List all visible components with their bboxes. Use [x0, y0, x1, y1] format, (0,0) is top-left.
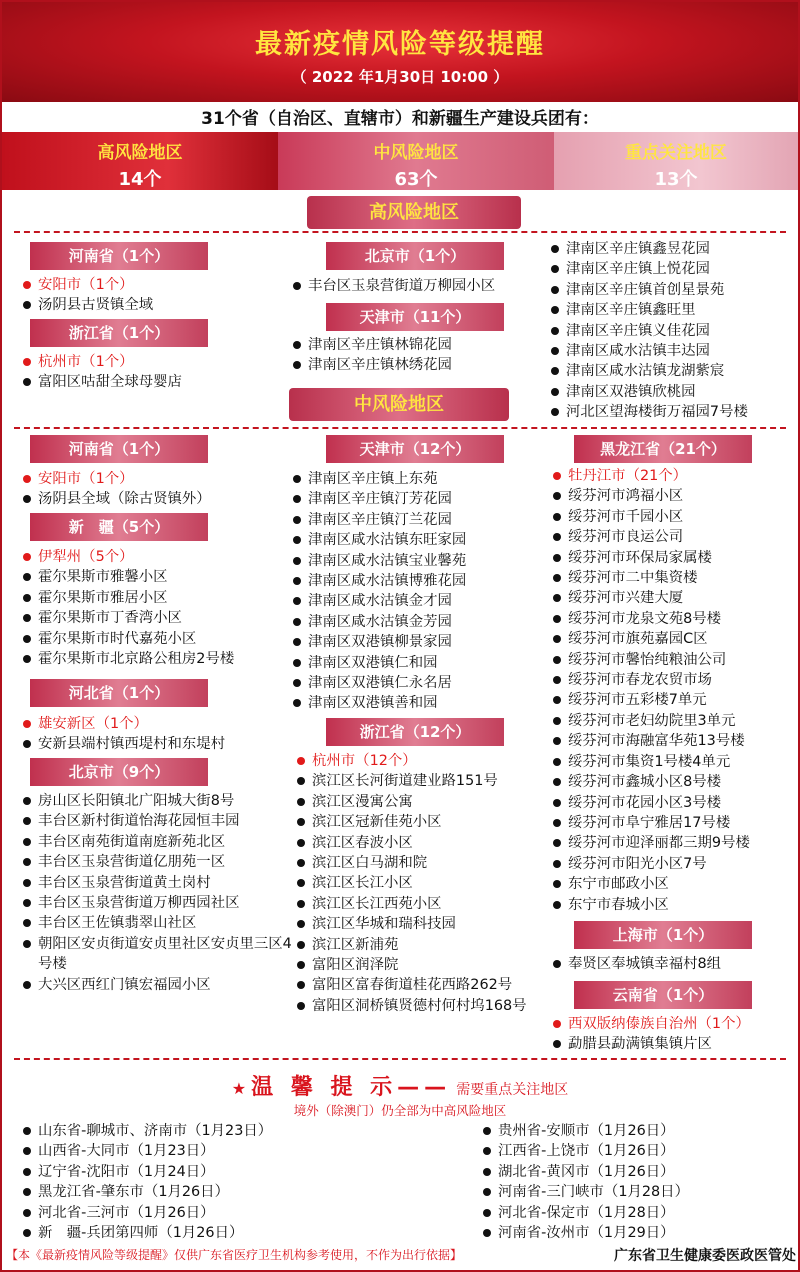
- medium-risk-band: 中风险地区: [289, 388, 509, 421]
- list-item: 绥芬河市兴建大厦: [550, 588, 798, 608]
- medium-shanghai-list: [550, 954, 798, 974]
- list-item: 伊犁州（5个）: [20, 547, 292, 567]
- high-henan-list: [20, 275, 290, 316]
- list-item: 绥芬河市二中集资楼: [550, 568, 798, 588]
- tips-subtitle: 需要重点关注地区: [456, 1082, 569, 1098]
- medium-heilongjiang-pill: 黑龙江省（21个）: [574, 435, 752, 463]
- list-item: 滨江区长江小区: [294, 873, 552, 893]
- list-item: 河南省-三门峡市（1月28日）: [480, 1182, 796, 1202]
- high-tianjin-list: [290, 335, 550, 376]
- list-item: 绥芬河市阜宁雅居17号楼: [550, 813, 798, 833]
- list-item: 津南区咸水沽镇丰达园: [548, 341, 798, 361]
- list-item: 河南省-汝州市（1月29日）: [480, 1223, 796, 1243]
- medium-beijing-pill: 北京市（9个）: [30, 758, 208, 786]
- list-item: 津南区咸水沽镇金芳园: [290, 612, 552, 632]
- list-item: 河北省-三河市（1月26日）: [20, 1203, 460, 1223]
- summary-heading: 31个省（自治区、直辖市）和新疆生产建设兵团有：: [201, 109, 599, 129]
- medium-zhejiang-list: [294, 751, 552, 1016]
- list-item: 绥芬河市春龙农贸市场: [550, 670, 798, 690]
- tips-left-list: [20, 1121, 460, 1243]
- stat-count: 13个: [654, 169, 698, 190]
- list-item: 绥芬河市花园小区3号楼: [550, 793, 798, 813]
- tips-heading: [2, 1070, 798, 1101]
- high-tianjin-list-cont: [548, 239, 798, 423]
- list-item: 朝阳区安贞街道安贞里社区安贞里三区4号楼: [20, 934, 292, 975]
- list-item: 杭州市（1个）: [20, 352, 290, 372]
- list-item: 津南区咸水沽镇博雅花园: [290, 571, 552, 591]
- list-item: 湖北省-黄冈市（1月26日）: [480, 1162, 796, 1182]
- list-item: 大兴区西红门镇宏福园小区: [20, 975, 292, 995]
- page-title: 最新疫情风险等级提醒: [255, 29, 545, 60]
- list-item: 津南区辛庄镇首创星景苑: [548, 280, 798, 300]
- star-icon: ★: [231, 1079, 247, 1098]
- list-item: 富阳区洞桥镇贤德村何村坞168号: [294, 996, 552, 1016]
- list-item: 滨江区漫寓公寓: [294, 792, 552, 812]
- list-item: 房山区长阳镇北广阳城大街8号: [20, 791, 292, 811]
- list-item: 安阳市（1个）: [20, 469, 292, 489]
- list-item: 绥芬河市千园小区: [550, 507, 798, 527]
- list-item: 津南区辛庄镇鑫旺里: [548, 300, 798, 320]
- list-item: 绥芬河市集资1号楼4单元: [550, 752, 798, 772]
- list-item: 津南区双港镇仁永名居: [290, 673, 552, 693]
- list-item: 黑龙江省-肇东市（1月26日）: [20, 1182, 460, 1202]
- medium-henan-pill: 河南省（1个）: [30, 435, 208, 463]
- medium-hebei-pill: 河北省（1个）: [30, 679, 208, 707]
- high-henan-pill: 河南省（1个）: [30, 242, 208, 270]
- medium-yunnan-pill: 云南省（1个）: [574, 981, 752, 1009]
- list-item: 绥芬河市旗苑嘉园C区: [550, 629, 798, 649]
- list-item: 杭州市（12个）: [294, 751, 552, 771]
- list-item: 丰台区玉泉营街道万柳园小区: [290, 276, 550, 296]
- high-zhejiang-pill: 浙江省（1个）: [30, 319, 208, 347]
- list-item: 津南区咸水沽镇龙湖紫宸: [548, 361, 798, 381]
- list-item: 绥芬河市鑫城小区8号楼: [550, 772, 798, 792]
- list-item: 山西省-大同市（1月23日）: [20, 1141, 460, 1161]
- medium-shanghai-pill: 上海市（1个）: [574, 921, 752, 949]
- stat-label: 重点关注地区: [625, 143, 727, 163]
- list-item: 霍尔果斯市丁香湾小区: [20, 608, 292, 628]
- list-item: 滨江区长江西苑小区: [294, 894, 552, 914]
- list-item: 河北省-保定市（1月28日）: [480, 1203, 796, 1223]
- medium-yunnan-list: [550, 1014, 798, 1055]
- list-item: 滨江区冠新佳苑小区: [294, 812, 552, 832]
- list-item: 津南区辛庄镇汀兰花园: [290, 510, 552, 530]
- medium-heilongjiang-list: [550, 466, 798, 915]
- list-item: 津南区双港镇欣桃园: [548, 382, 798, 402]
- list-item: 牡丹江市（21个）: [550, 466, 798, 486]
- list-item: 富阳区润泽院: [294, 955, 552, 975]
- list-item: 丰台区玉泉营街道黄土岗村: [20, 873, 292, 893]
- list-item: 绥芬河市良运公司: [550, 527, 798, 547]
- list-item: 绥芬河市迎泽丽都三期9号楼: [550, 833, 798, 853]
- list-item: 津南区双港镇仁和园: [290, 653, 552, 673]
- list-item: 绥芬河市老妇幼院里3单元: [550, 711, 798, 731]
- list-item: 奉贤区奉城镇幸福村8组: [550, 954, 798, 974]
- high-beijing-list: [290, 276, 550, 296]
- tips-divider: [14, 1058, 786, 1060]
- list-item: 津南区咸水沽镇金才园: [290, 591, 552, 611]
- list-item: 滨江区白马湖和院: [294, 853, 552, 873]
- footer-organization: 广东省卫生健康委医政医管处: [614, 1248, 796, 1264]
- list-item: 滨江区长河街道建业路151号: [294, 771, 552, 791]
- list-item: 汤阴县全域（除古贤镇外）: [20, 489, 292, 509]
- high-zhejiang-list: [20, 352, 290, 393]
- list-item: 安新县端村镇西堤村和东堤村: [20, 734, 292, 754]
- list-item: 霍尔果斯市时代嘉苑小区: [20, 629, 292, 649]
- list-item: 津南区辛庄镇汀芳花园: [290, 489, 552, 509]
- tips-title: 温 馨 提 示——: [251, 1075, 452, 1100]
- stat-key-attention: [554, 132, 798, 190]
- list-item: 绥芬河市五彩楼7单元: [550, 690, 798, 710]
- list-item: 绥芬河市阳光小区7号: [550, 854, 798, 874]
- medium-tianjin-pill: 天津市（12个）: [326, 435, 504, 463]
- list-item: 辽宁省-沈阳市（1月24日）: [20, 1162, 460, 1182]
- list-item: 雄安新区（1个）: [20, 714, 292, 734]
- list-item: 霍尔果斯市雅馨小区: [20, 567, 292, 587]
- list-item: 滨江区新浦苑: [294, 935, 552, 955]
- list-item: 津南区双港镇善和园: [290, 693, 552, 713]
- list-item: 霍尔果斯市雅居小区: [20, 588, 292, 608]
- medium-xinjiang-list: [20, 547, 292, 669]
- stat-count: 63个: [394, 169, 438, 190]
- list-item: 丰台区南苑街道南庭新苑北区: [20, 832, 292, 852]
- medium-risk-divider: [14, 427, 786, 429]
- list-item: 丰台区王佐镇翡翠山社区: [20, 913, 292, 933]
- list-item: 津南区咸水沽镇宝业馨苑: [290, 551, 552, 571]
- list-item: 绥芬河市海融富华苑13号楼: [550, 731, 798, 751]
- list-item: 江西省-上饶市（1月26日）: [480, 1141, 796, 1161]
- high-risk-divider: [14, 231, 786, 233]
- stat-high-risk: [2, 132, 278, 190]
- high-risk-band: 高风险地区: [307, 196, 521, 229]
- list-item: 津南区辛庄镇林锦花园: [290, 335, 550, 355]
- tips-right-list: [480, 1121, 796, 1243]
- high-beijing-pill: 北京市（1个）: [326, 242, 504, 270]
- list-item: 汤阴县古贤镇全域: [20, 295, 290, 315]
- list-item: 新 疆-兵团第四师（1月26日）: [20, 1223, 460, 1243]
- page-date: （ 2022 年1月30日 10:00 ）: [291, 68, 509, 86]
- list-item: 安阳市（1个）: [20, 275, 290, 295]
- list-item: 勐腊县勐满镇集镇片区: [550, 1034, 798, 1054]
- list-item: 津南区双港镇柳景家园: [290, 632, 552, 652]
- list-item: 津南区辛庄镇林绣花园: [290, 355, 550, 375]
- medium-zhejiang-pill: 浙江省（12个）: [326, 718, 504, 746]
- stat-medium-risk: [278, 132, 554, 190]
- list-item: 绥芬河市龙泉文苑8号楼: [550, 609, 798, 629]
- list-item: 津南区辛庄镇上悦花园: [548, 259, 798, 279]
- list-item: 津南区咸水沽镇东旺家园: [290, 530, 552, 550]
- medium-hebei-list: [20, 714, 292, 755]
- list-item: 绥芬河市馨怡纯粮油公司: [550, 650, 798, 670]
- list-item: 东宁市邮政小区: [550, 874, 798, 894]
- list-item: 霍尔果斯市北京路公租房2号楼: [20, 649, 292, 669]
- list-item: 丰台区玉泉营街道亿朋苑一区: [20, 852, 292, 872]
- list-item: 滨江区华城和瑞科技园: [294, 914, 552, 934]
- tips-note: 境外（除澳门）仍全部为中高风险地区: [293, 1103, 507, 1118]
- list-item: 东宁市春城小区: [550, 895, 798, 915]
- list-item: 津南区辛庄镇上东苑: [290, 469, 552, 489]
- list-item: 山东省-聊城市、济南市（1月23日）: [20, 1121, 460, 1141]
- list-item: 绥芬河市鸿福小区: [550, 486, 798, 506]
- high-tianjin-pill: 天津市（11个）: [326, 303, 504, 331]
- medium-xinjiang-pill: 新 疆（5个）: [30, 513, 208, 541]
- footer-disclaimer: 【本《最新疫情风险等级提醒》仅供广东省医疗卫生机构参考使用，不作为出行依据】: [6, 1248, 463, 1262]
- list-item: 丰台区新村街道怡海花园恒丰园: [20, 811, 292, 831]
- medium-henan-list: [20, 469, 292, 510]
- medium-beijing-list: [20, 791, 292, 995]
- stat-label: 高风险地区: [97, 143, 183, 163]
- list-item: 滨江区春波小区: [294, 833, 552, 853]
- footer: [6, 1246, 796, 1263]
- list-item: 富阳区咕甜全球母婴店: [20, 372, 290, 392]
- list-item: 西双版纳傣族自治州（1个）: [550, 1014, 798, 1034]
- list-item: 绥芬河市环保局家属楼: [550, 548, 798, 568]
- list-item: 丰台区玉泉营街道万柳西园社区: [20, 893, 292, 913]
- stat-label: 中风险地区: [373, 143, 459, 163]
- list-item: 津南区辛庄镇鑫昱花园: [548, 239, 798, 259]
- list-item: 津南区辛庄镇义佳花园: [548, 321, 798, 341]
- medium-tianjin-list: [290, 469, 552, 714]
- list-item: 贵州省-安顺市（1月26日）: [480, 1121, 796, 1141]
- list-item: 富阳区富春街道桂花西路262号: [294, 975, 552, 995]
- list-item: 河北区望海楼街万福园7号楼: [548, 402, 798, 422]
- stat-count: 14个: [118, 169, 162, 190]
